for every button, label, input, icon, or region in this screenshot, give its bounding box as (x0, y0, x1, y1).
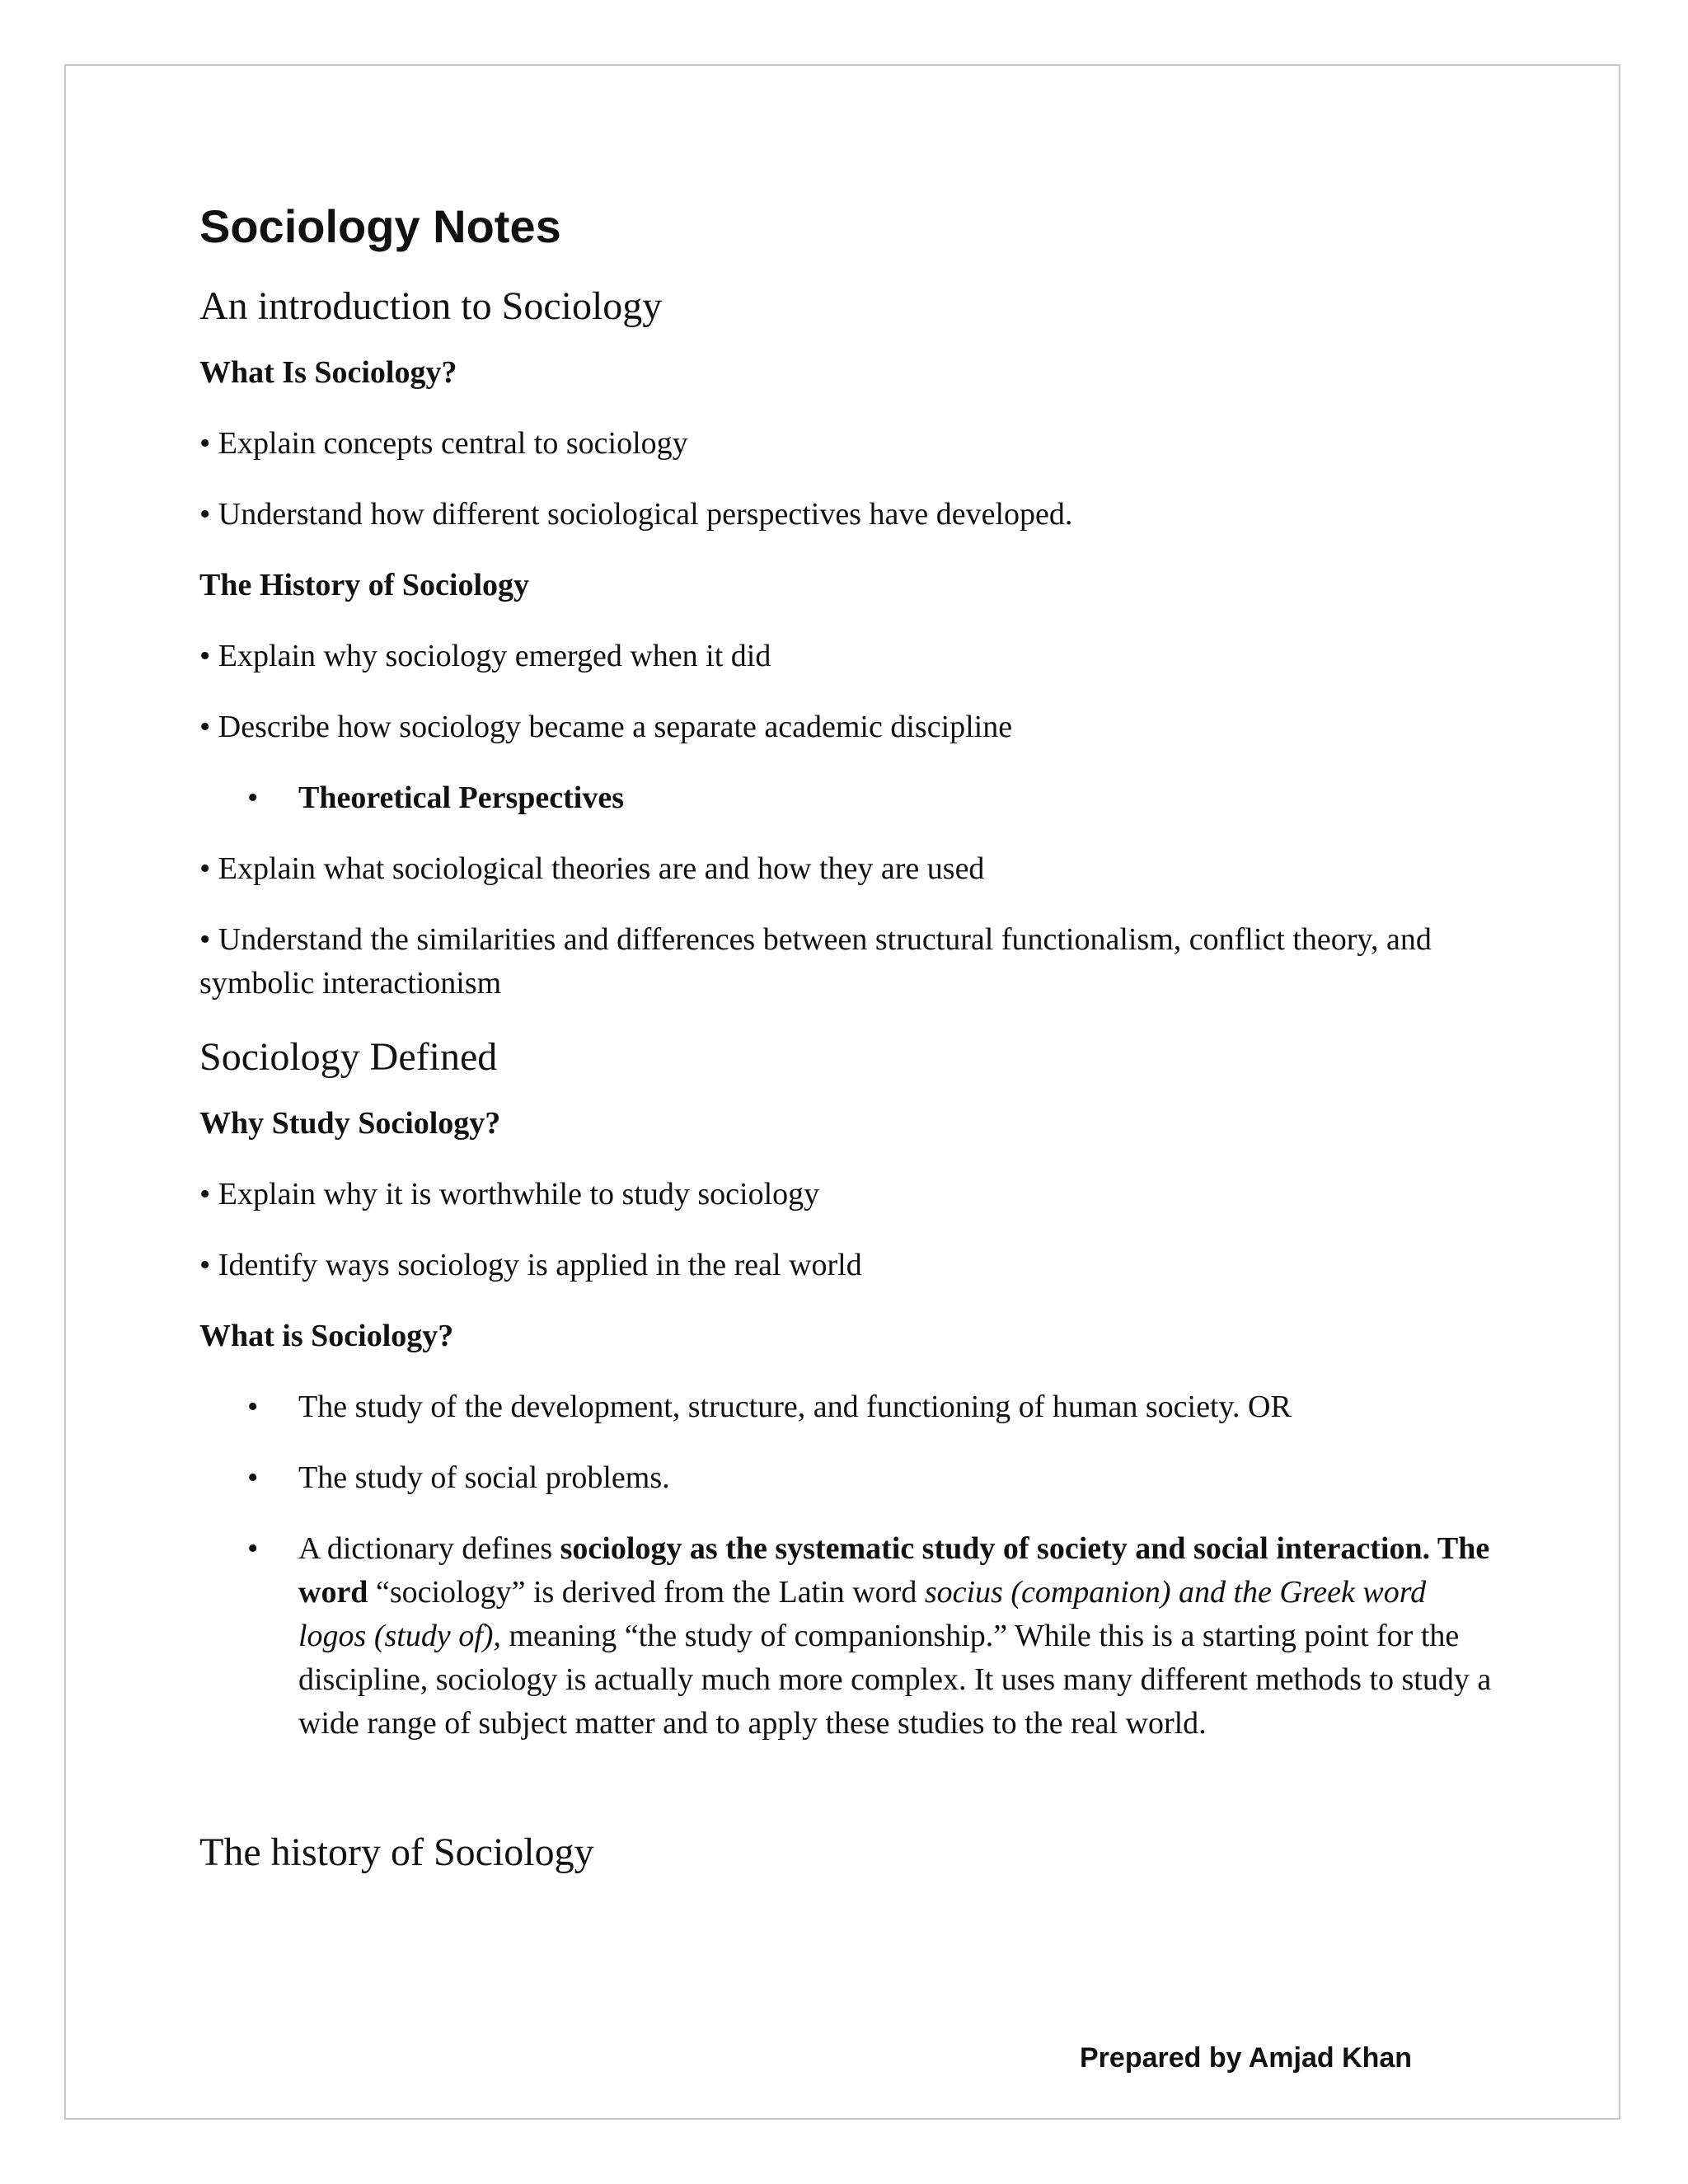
bullet-icon: • (247, 1460, 259, 1495)
dictionary-text-part1: A dictionary defines (298, 1531, 560, 1566)
dictionary-text-italic: socius (companion) and the Greek word logos (study of), (298, 1575, 1427, 1653)
theoretical-perspectives-heading: Theoretical Perspectives (298, 780, 624, 815)
definition-item (199, 1456, 1493, 1500)
bullet-icon: • (247, 1390, 259, 1424)
sociology-defined-heading: Sociology Defined (199, 1035, 498, 1079)
dictionary-text-bold: sociology as the systematic study of society and social interaction. The word (298, 1531, 1490, 1610)
what-is-sociology-heading-2: What is Sociology? (199, 1319, 454, 1353)
bullet-icon: • (247, 780, 259, 815)
page-title: Sociology Notes (199, 200, 561, 252)
definition-item (199, 1385, 1493, 1429)
list-item: • Explain why it is worthwhile to study sociology (199, 1177, 820, 1212)
definition-text: The study of social problems. (298, 1460, 670, 1495)
what-is-sociology-heading: What Is Sociology? (199, 355, 457, 390)
list-item: • Explain what sociological theories are and how they are used (199, 851, 985, 886)
document-body (199, 198, 1493, 1897)
why-study-heading: Why Study Sociology? (199, 1106, 501, 1141)
footer-prepared-by: Prepared by Amjad Khan (1080, 2042, 1413, 2074)
history-heading: The history of Sociology (199, 1830, 594, 1874)
list-item: • Explain why sociology emerged when it did (199, 639, 771, 673)
list-item: • Understand the similarities and differences between structural functionalism, conflict theory, and symbolic interactionism (199, 922, 1432, 1001)
dictionary-text-part3: “sociology” is derived from the Latin word (368, 1575, 925, 1610)
dictionary-definition-item (199, 1527, 1493, 1746)
list-item: • Identify ways sociology is applied in the real world (199, 1248, 862, 1282)
intro-heading: An introduction to Sociology (199, 284, 663, 328)
theoretical-perspectives-item (199, 776, 1493, 820)
history-subheading: The History of Sociology (199, 568, 530, 602)
definition-text: The study of the development, structure, and functioning of human society. OR (298, 1390, 1292, 1424)
bullet-icon: • (247, 1531, 259, 1566)
dictionary-text-part5: meaning “the study of companionship.” While this is a starting point for the discipline, sociology is actually much more complex. It uses many different methods to study a wide range of subject matter and to apply these studies to the real world. (298, 1619, 1492, 1741)
spacer (199, 1773, 1493, 1828)
list-item: • Explain concepts central to sociology (199, 426, 688, 461)
list-item: • Understand how different sociological perspectives have developed. (199, 497, 1073, 532)
list-item: • Describe how sociology became a separate academic discipline (199, 710, 1013, 744)
